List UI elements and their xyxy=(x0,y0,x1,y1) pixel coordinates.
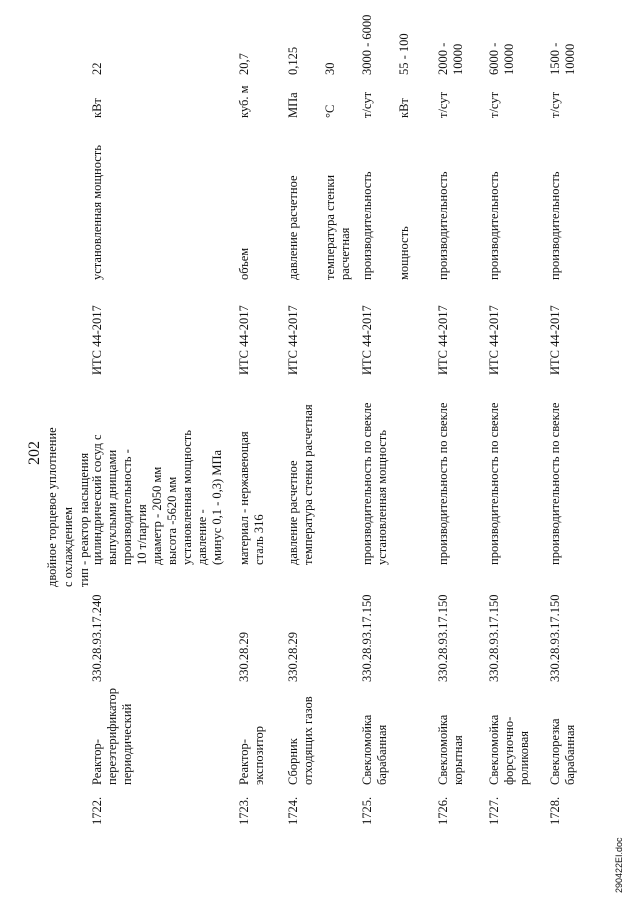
its-reference: ИТС 44-2017 xyxy=(548,305,562,375)
parameter-entry xyxy=(360,0,375,280)
parameter-unit: т/сут xyxy=(360,91,374,118)
parameter-entry xyxy=(548,0,578,280)
equipment-name-line: переэтерификатор xyxy=(105,687,119,785)
parameter-value: 10000 xyxy=(563,43,577,75)
parameter-value: 22 xyxy=(90,62,104,75)
parameter-value: 2000 - xyxy=(436,42,450,75)
equipment-description-line: (минус 0,1 - 0,3) МПа xyxy=(210,449,224,565)
row-number: 1722. xyxy=(90,796,104,825)
parameter-entry xyxy=(487,0,517,280)
equipment-description xyxy=(360,380,390,565)
parameter-unit: т/сут xyxy=(487,91,501,118)
its-reference: ИТС 44-2017 xyxy=(487,305,501,375)
parameter-entry xyxy=(286,0,301,280)
equipment-description-line: производительность по свекле xyxy=(436,402,450,565)
equipment-description-line: установленная мощность xyxy=(180,430,194,565)
equipment-description-line: производительность - xyxy=(120,449,134,565)
parameter-unit: куб. м xyxy=(237,85,251,118)
parameter-entry xyxy=(90,0,105,280)
parameter-value: 20,7 xyxy=(237,53,251,75)
parameter-unit: т/сут xyxy=(548,91,562,118)
equipment-name-line: форсуночно- xyxy=(502,716,516,785)
equipment-name-line: корытная xyxy=(451,735,465,785)
continuation-text xyxy=(44,427,92,587)
equipment-name-line: Свекломойка xyxy=(436,714,450,785)
equipment-name-line: роликовая xyxy=(517,731,531,785)
equipment-description-line: температура стенки расчетная xyxy=(301,404,315,565)
parameter-value: 0,125 xyxy=(286,46,300,75)
equipment-name-line: экспозитор xyxy=(252,725,266,785)
equipment-description xyxy=(90,380,225,565)
equipment-description-line: 10 т/партия xyxy=(135,504,149,565)
parameter-value: 6000 - xyxy=(487,42,501,75)
row-number: 1725. xyxy=(360,796,374,825)
equipment-description-line: производительность по свекле xyxy=(360,402,374,565)
okpd-code: 330.28.29 xyxy=(237,632,251,682)
row-number: 1723. xyxy=(237,796,251,825)
equipment-description-line: выпуклыми днищами xyxy=(105,449,119,565)
parameter-value: 30 xyxy=(323,62,337,75)
equipment-description-line: диаметр - 2050 мм xyxy=(150,466,164,565)
equipment-description-line: производительность по свекле xyxy=(548,402,562,565)
equipment-description-line: цилиндрический сосуд с xyxy=(90,434,104,565)
parameter-unit: кВт xyxy=(397,98,411,118)
equipment-description xyxy=(237,380,267,565)
its-reference: ИТС 44-2017 xyxy=(286,305,300,375)
okpd-code: 330.28.29 xyxy=(286,632,300,682)
parameter-name: расчетная xyxy=(338,227,352,280)
equipment-name xyxy=(360,685,390,785)
page-number: 202 xyxy=(26,441,43,465)
equipment-name xyxy=(436,685,466,785)
equipment-description xyxy=(548,380,563,565)
parameter-entry xyxy=(436,0,466,280)
parameter-name: объем xyxy=(237,247,251,280)
equipment-description-line: сталь 316 xyxy=(252,514,266,565)
equipment-description xyxy=(286,380,316,565)
continuation-line: двойное торцевое уплотнение xyxy=(45,427,59,587)
its-reference: ИТС 44-2017 xyxy=(237,305,251,375)
parameter-entry xyxy=(237,0,252,280)
row-number: 1728. xyxy=(548,796,562,825)
equipment-description-line: установленная мощность xyxy=(375,430,389,565)
equipment-name xyxy=(487,685,532,785)
equipment-name-line: Реактор- xyxy=(90,739,104,785)
equipment-name-line: периодический xyxy=(120,703,134,785)
parameter-name: производительность xyxy=(360,171,374,280)
okpd-code: 330.28.93.17.240 xyxy=(90,594,104,682)
parameter-value: 55 - 100 xyxy=(397,33,411,75)
continuation-line: тип - реактор насыщения xyxy=(77,452,91,587)
equipment-description-line: материал - нержавеющая xyxy=(237,431,251,565)
parameter-entry xyxy=(323,0,353,280)
row-number: 1726. xyxy=(436,796,450,825)
parameter-value: 1500 - xyxy=(548,42,562,75)
parameter-name: производительность xyxy=(548,171,562,280)
equipment-description-line: высота -5620 мм xyxy=(165,476,179,565)
row-number: 1724. xyxy=(286,796,300,825)
okpd-code: 330.28.93.17.150 xyxy=(436,594,450,682)
parameter-value: 3000 - 6000 xyxy=(360,14,374,75)
equipment-name-line: Реактор- xyxy=(237,739,251,785)
equipment-description xyxy=(487,380,502,565)
row-number: 1727. xyxy=(487,796,501,825)
parameter-name: мощность xyxy=(397,226,411,280)
parameter-value: 10000 xyxy=(451,43,465,75)
equipment-name xyxy=(548,685,578,785)
equipment-name-line: барабанная xyxy=(375,724,389,785)
its-reference: ИТС 44-2017 xyxy=(360,305,374,375)
equipment-name xyxy=(237,685,267,785)
its-reference: ИТС 44-2017 xyxy=(90,305,104,375)
equipment-name-line: барабанная xyxy=(563,724,577,785)
parameter-value: 10000 xyxy=(502,43,516,75)
its-reference: ИТС 44-2017 xyxy=(436,305,450,375)
okpd-code: 330.28.93.17.150 xyxy=(487,594,501,682)
parameter-name: производительность xyxy=(487,171,501,280)
equipment-name-line: Сборник xyxy=(286,738,300,785)
equipment-name-line: Свекломойка xyxy=(360,714,374,785)
continuation-line: с охлаждением xyxy=(61,506,75,587)
parameter-name: производительность xyxy=(436,171,450,280)
equipment-description-line: давление - xyxy=(195,509,209,565)
parameter-name: температура стенки xyxy=(323,174,337,280)
equipment-description-line: давление расчетное xyxy=(286,460,300,565)
equipment-description xyxy=(436,380,451,565)
parameter-unit: кВт xyxy=(90,98,104,118)
parameter-entry xyxy=(397,0,412,280)
parameter-name: установленная мощность xyxy=(90,145,104,280)
equipment-name xyxy=(286,685,316,785)
equipment-name-line: Свеклорезка xyxy=(548,718,562,785)
equipment-name xyxy=(90,685,135,785)
parameter-name: давление расчетное xyxy=(286,175,300,280)
parameter-unit: т/сут xyxy=(436,91,450,118)
okpd-code: 330.28.93.17.150 xyxy=(360,594,374,682)
equipment-name-line: отходящих газов xyxy=(301,696,315,785)
footer-filename: 290422EI.doc xyxy=(614,837,624,893)
parameter-unit: °С xyxy=(323,104,337,118)
equipment-description-line: производительность по свекле xyxy=(487,402,501,565)
parameter-unit: МПа xyxy=(286,92,300,118)
okpd-code: 330.28.93.17.150 xyxy=(548,594,562,682)
equipment-name-line: Свекломойка xyxy=(487,714,501,785)
